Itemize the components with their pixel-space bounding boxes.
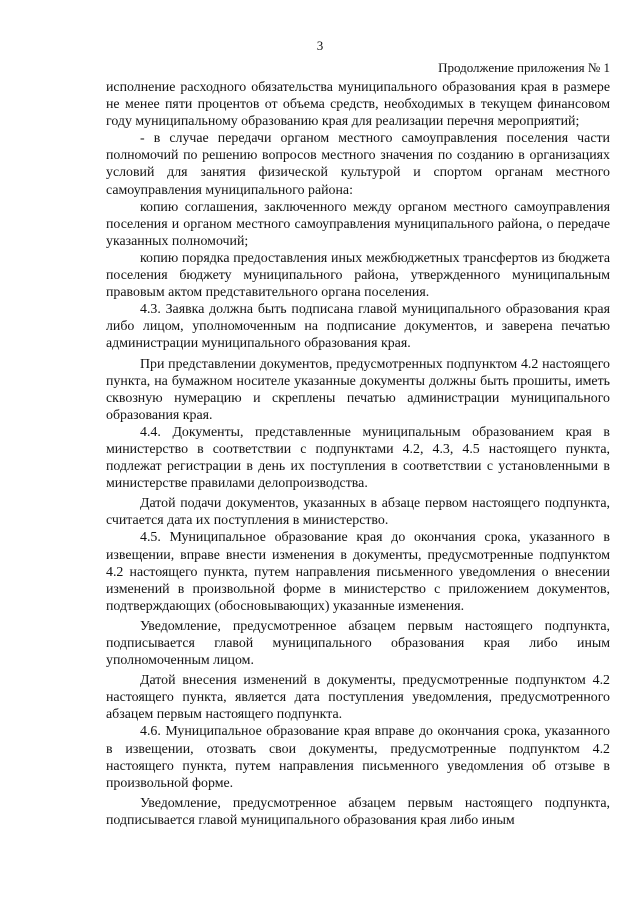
- page-number: 3: [316, 38, 324, 53]
- paragraph: - в случае передачи органом местного самоуправления поселения части полномочий по решению вопросов местного значения по созданию в организациях условий для занятия физической культурой и спортом органам местного самоуправления муниципального района:: [106, 131, 610, 198]
- paragraph: исполнение расходного обязательства муниципального образования края в размере не менее пяти процентов от объема средств, необходимых в текущем финансовом году муниципальному образованию края для реализации перечня мероприятий;: [106, 80, 610, 130]
- paragraph: копию порядка предоставления иных межбюджетных трансфертов из бюджета поселения бюджету муниципального района, утвержденного муниципальным правовым актом представительного органа поселения.: [106, 250, 610, 301]
- paragraph: копию соглашения, заключенного между органом местного самоуправления поселения и органом местного самоуправления муниципального района, о передаче указанных полномочий;: [106, 199, 610, 249]
- paragraph: 4.6. Муниципальное образование края вправе до окончания срока, указанного в извещении, отозвать свои документы, предусмотренные подпунктом 4.2 настоящего пункта, путем направления письменного уведомления об отзыве в произвольной форме.: [106, 724, 610, 791]
- document-body: [106, 79, 610, 829]
- paragraph: При представлении документов, предусмотренных подпунктом 4.2 настоящего пункта, на бумажном носителе указанные документы должны быть прошиты, иметь сквозную нумерацию и скреплены печатью администрации муниципального образования края.: [106, 356, 610, 423]
- paragraph: 4.4. Документы, представленные муниципальным образованием края в министерство в соответствии с подпунктами 4.2, 4.3, 4.5 настоящего пункта, подлежат регистрации в день их поступления в соответствии с установленными в министерстве правилами делопроизводства.: [106, 424, 610, 492]
- paragraph: 4.3. Заявка должна быть подписана главой муниципального образования края либо лицом, уполномоченным на подписание документов, и заверена печатью администрации муниципального образования края.: [106, 302, 610, 352]
- paragraph: Датой подачи документов, указанных в абзаце первом настоящего подпункта, считается дата их поступления в министерство.: [106, 496, 610, 529]
- paragraph: Уведомление, предусмотренное абзацем первым настоящего подпункта, подписывается главой муниципального образования края либо иным: [106, 795, 610, 828]
- appendix-continuation-note: Продолжение приложения № 1: [438, 60, 610, 75]
- paragraph: 4.5. Муниципальное образование края до окончания срока, указанного в извещении, вправе внести изменения в документы, предусмотренные подпунктом 4.2 настоящего пункта, путем направления письменного уведомления о внесении изменений в произвольной форме в министерство с приложением документов, подтверждающих (обосновывающих) указанные изменения.: [106, 530, 610, 614]
- paragraph: Датой внесения изменений в документы, предусмотренные подпунктом 4.2 настоящего пункта, является дата поступления уведомления, предусмотренного абзацем первым настоящего подпункта.: [106, 673, 610, 723]
- paragraph: Уведомление, предусмотренное абзацем первым настоящего подпункта, подписывается главой муниципального образования края либо иным уполномоченным лицом.: [106, 618, 610, 669]
